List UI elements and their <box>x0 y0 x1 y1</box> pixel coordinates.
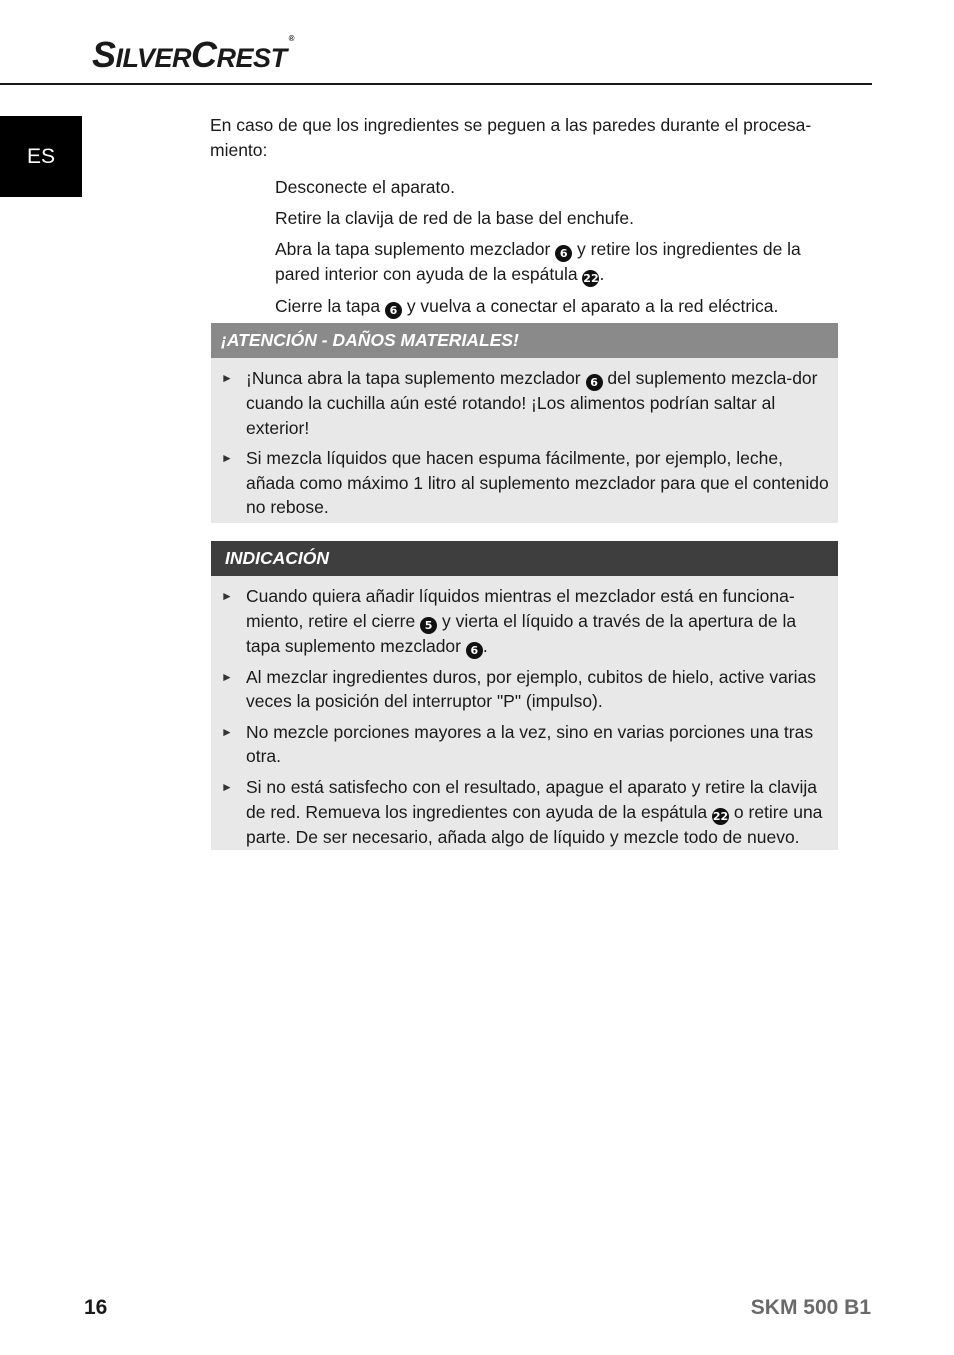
part-ref-6-icon: 6 <box>466 642 483 659</box>
bullet-arrow-icon: ► <box>221 589 233 603</box>
note-title: INDICACIÓN <box>211 541 838 576</box>
step-1: Desconecte el aparato. <box>275 177 455 197</box>
note-box <box>211 541 838 850</box>
step-4: Cierre la tapa 6 y vuelva a conectar el aparato a la red eléctrica. <box>275 295 779 317</box>
list-item: ► Si no está satisfecho con el resultado, apague el aparato y retire la clavija de red. Remueva los ingredientes con ayuda de la espátula 22 o retire una parte. De ser necesario, añada algo de líquido y mezcle todo de nuevo. <box>221 775 832 849</box>
model-name: SKM 500 B1 <box>750 1296 871 1319</box>
header-divider <box>0 83 872 85</box>
step-2: Retire la clavija de red de la base del enchufe. <box>275 208 634 229</box>
list-item: ► ¡Nunca abra la tapa suplemento mezclador 6 del suplemento mezcla-dor cuando la cuchilla aún esté rotando! ¡Los alimentos podrían saltar al exterior! <box>221 366 832 440</box>
bullet-arrow-icon: ► <box>221 371 233 385</box>
part-ref-22-icon: 22 <box>583 272 599 286</box>
warning-title: ¡ATENCIÓN - DAÑOS MATERIALES! <box>211 323 838 358</box>
list-item: ► Cuando quiera añadir líquidos mientras el mezclador está en funciona-miento, retire el cierre 5 y vierta el líquido a través de la apertura de la tapa suplemento mezclador 6 . <box>221 586 797 657</box>
page-number: 16 <box>84 1296 108 1319</box>
bullet-arrow-icon: ► <box>221 779 233 794</box>
bullet-arrow-icon: ► <box>221 669 233 684</box>
language-label: ES <box>27 144 56 168</box>
part-ref-6-icon: 6 <box>586 374 603 391</box>
step-3: Abra la tapa suplemento mezclador 6 y retire los ingredientes de la pared interior con ayuda de la espátula 22. <box>275 239 801 286</box>
part-ref-6-icon: 6 <box>555 245 572 262</box>
list-item: ► Al mezclar ingredientes duros, por ejemplo, cubitos de hielo, active varias veces la posición del interruptor "P" (impulso). <box>221 665 832 714</box>
intro-paragraph: En caso de que los ingredientes se peguen a las paredes durante el procesa-miento: <box>210 115 812 160</box>
list-item: ► Si mezcla líquidos que hacen espuma fácilmente, por ejemplo, leche, añada como máximo 1 litro al suplemento mezclador para que el contenido no rebose. <box>221 446 832 520</box>
list-item: ► No mezcle porciones mayores a la vez, sino en varias porciones una tras otra. <box>221 720 832 769</box>
bullet-arrow-icon: ► <box>221 724 233 739</box>
brand-logo: SILVERCREST® <box>92 34 294 75</box>
language-tab <box>0 116 82 197</box>
steps-list <box>275 175 835 325</box>
warning-box <box>211 323 838 523</box>
part-ref-5-icon: 5 <box>420 617 437 634</box>
bullet-arrow-icon: ► <box>221 451 233 466</box>
part-ref-22-icon: 22 <box>712 809 729 823</box>
part-ref-6-icon: 6 <box>385 302 402 319</box>
